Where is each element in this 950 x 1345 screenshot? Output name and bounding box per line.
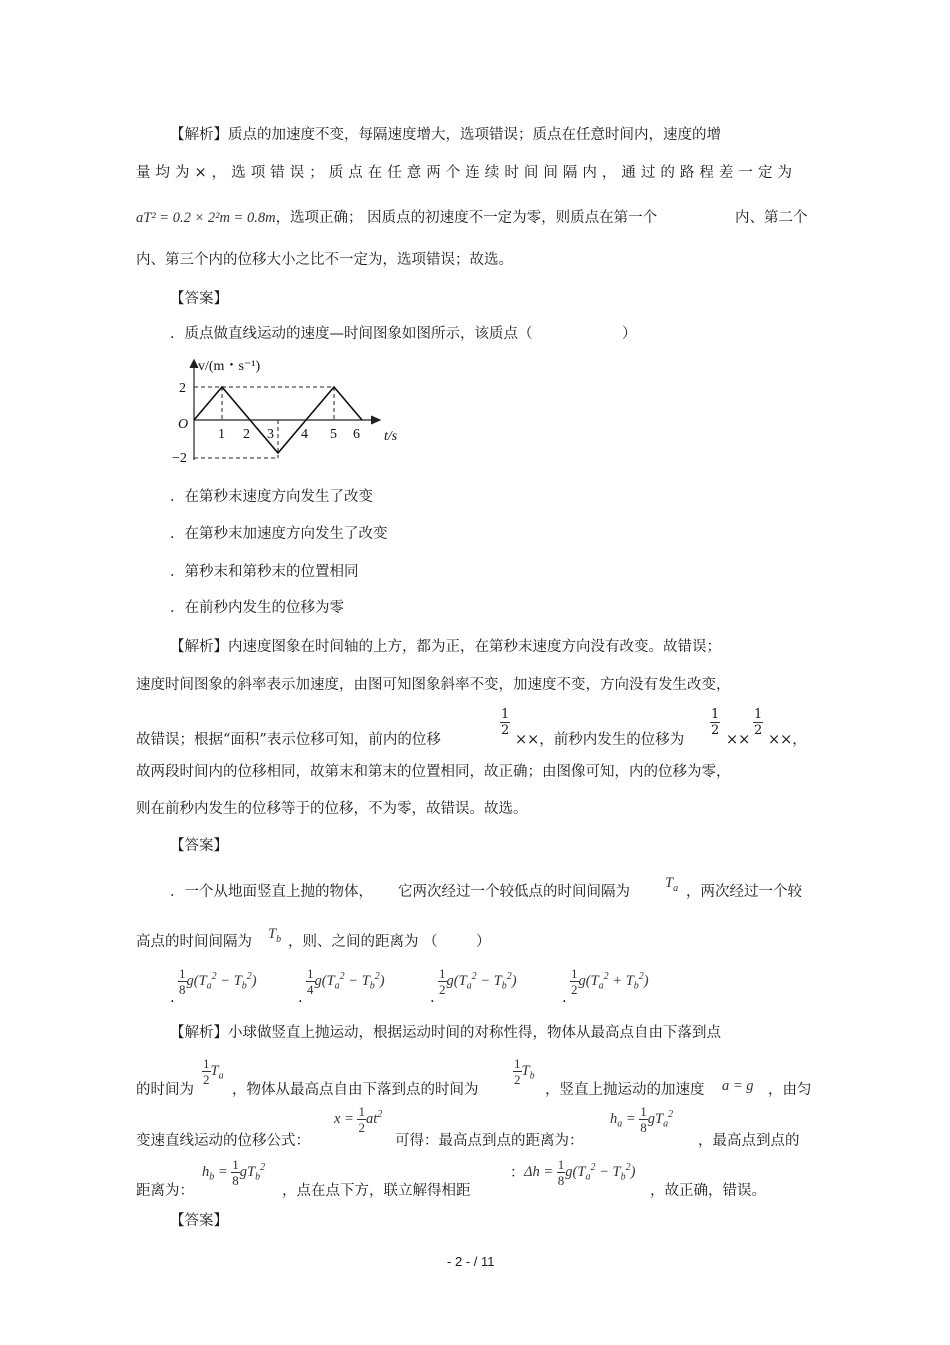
fraction: $\frac{1}{2}$ [571, 966, 578, 997]
analysis-line: 故两段时间内的位移相同，故第末和第末的位置相同，故正确；由图像可知，内的位移为零， [136, 764, 731, 780]
graph-xtick: 4 [301, 427, 308, 442]
option-d-dot: . [562, 990, 567, 1006]
fraction: $\frac{1}{8}$ [640, 1104, 647, 1135]
graph-xtick: 2 [243, 427, 250, 442]
fraction: $\frac{1}{8}$ [179, 966, 186, 997]
formula-hb: $h_b$ = $\frac{1}{8}$ $gT_b^2$ [202, 1157, 266, 1188]
analysis-line: 则在前秒内发生的位移等于的位移，不为零，故错误。故选。 [136, 801, 528, 817]
option-c: ．第秒末和第秒末的位置相同 [170, 564, 359, 580]
analysis-text: ，由匀 [768, 1082, 812, 1098]
formula-ha: $h_a$ = $\frac{1}{8}$ $gT_a^2$ [610, 1104, 674, 1135]
fraction: $\frac{1}{4}$ [307, 966, 314, 997]
graph-ytick: −2 [172, 451, 187, 466]
graph-xtick: 6 [353, 427, 360, 442]
analysis-line: 【解析】小球做竖直上抛运动，根据运动时间的对称性得，物体从最高点自由下落到点 [170, 1025, 721, 1041]
option-a-formula: $\frac{1}{8}$ $g(T_a^2 - T_b^2)$ [179, 966, 257, 997]
answer-label: 【答案】 [170, 1213, 228, 1229]
analysis-text: ，最高点到点的 [698, 1133, 800, 1149]
page-number: - 2 - / 11 [447, 1254, 495, 1269]
formula-displacement: x = $\frac{1}{2}$ $at^2$ [334, 1104, 383, 1135]
option-b-dot: . [298, 990, 303, 1006]
analysis-line: 内、第三个内的位移大小之比不一定为，选项错误；故选。 [136, 252, 513, 268]
analysis-text: ，物体从最高点自由下落到点的时间为 [232, 1082, 479, 1098]
analysis-text: ，故正确，错误。 [650, 1183, 766, 1199]
analysis-line [136, 208, 657, 228]
option-d-formula: $\frac{1}{2}$ $g(T_a^2 + T_b^2)$ [571, 966, 649, 997]
analysis-text: ××， [768, 732, 807, 748]
formula-half-tb: $\frac{1}{2}$ $T_b$ [514, 1056, 535, 1087]
option-b: ．在第秒末加速度方向发生了改变 [170, 526, 388, 542]
fraction: $\frac{1}{8}$ [232, 1157, 239, 1188]
graph-ytick: 2 [179, 381, 186, 396]
option-b-formula: $\frac{1}{4}$ $g(T_a^2 - T_b^2)$ [307, 966, 385, 997]
option-d: ．在前秒内发生的位移为零 [170, 600, 344, 616]
question-stem: ，则、之间的距离为 （ [288, 934, 438, 950]
answer-label: 【答案】 [170, 838, 228, 854]
analysis-line: 速度时间图象的斜率表示加速度，由图可知图象斜率不变，加速度不变，方向没有发生改变， [136, 677, 731, 693]
fraction-half [710, 707, 720, 738]
fraction: $\frac{1}{2}$ [711, 707, 720, 738]
formula-a-eq-g: a = g [722, 1078, 754, 1094]
fraction: $\frac{1}{2}$ [754, 707, 763, 738]
question-stem: 高点的时间间隔为 [136, 934, 252, 950]
analysis-text: ，点在点下方，联立解得相距 [282, 1183, 471, 1199]
graph-ylabel: v/(m・s⁻¹) [198, 359, 261, 374]
analysis-text: 可得：最高点到点的距离为： [395, 1133, 584, 1149]
formula-delta-h: Δh = $\frac{1}{8}$ $g(T_a^2 - T_b^2)$ [524, 1157, 636, 1188]
analysis-text: ，选项正确； 因质点的初速度不一定为零，则质点在第一个 [275, 210, 658, 226]
graph-xlabel: t/s [384, 429, 398, 444]
analysis-text: 变速直线运动的位移公式： [136, 1133, 310, 1149]
question-stem: 它两次经过一个较低点的时间间隔为 [398, 884, 630, 900]
option-a: ．在第秒末速度方向发生了改变 [170, 489, 373, 505]
analysis-line: 量 均 为 × ， 选 项 错 误 ； 质 点 在 任 意 两 个 连 续 时 间 间 隔 内 ， 通 过 的 路 程 差 一 定 为 [136, 165, 793, 181]
answer-label: 【答案】 [170, 291, 228, 307]
formula: aT² = 0.2 × 2²m = 0.8m [136, 210, 276, 226]
question-stem: ，两次经过一个较 [686, 884, 802, 900]
fraction: $\frac{1}{8}$ [557, 1157, 565, 1188]
formula-tb: $T_b$ [268, 926, 282, 945]
formula-half-ta: $\frac{1}{2}$ $T_a$ [203, 1056, 224, 1087]
graph-xtick: 1 [218, 427, 225, 442]
analysis-line-tail: 内、第二个 [735, 210, 808, 226]
analysis-text: ，竖直上抛运动的加速度 [545, 1082, 705, 1098]
fraction: $\frac{1}{2}$ [203, 1056, 210, 1087]
graph-xtick: 5 [330, 427, 337, 442]
question-stem: ．质点做直线运动的速度—时间图象如图所示，该质点（ [170, 326, 533, 342]
option-a-dot: . [170, 990, 175, 1006]
analysis-line: 【解析】内速度图象在时间轴的上方，都为正，在第秒末速度方向没有改变。故错误； [170, 639, 721, 655]
velocity-time-graph [150, 350, 410, 478]
fraction: $\frac{1}{2}$ [358, 1104, 365, 1135]
analysis-text: 距离为： [136, 1183, 194, 1199]
question-paren: ） [622, 326, 637, 342]
question-stem: ．一个从地面竖直上抛的物体， [170, 884, 373, 900]
fraction-half [500, 707, 510, 738]
formula-ta: $T_a$ [665, 875, 679, 894]
fraction: $\frac{1}{2}$ [439, 966, 446, 997]
graph-origin: O [178, 417, 189, 432]
question-paren: ） [476, 934, 491, 950]
option-c-formula: $\frac{1}{2}$ $g(T_a^2 - T_b^2)$ [439, 966, 517, 997]
analysis-text: ： [510, 1165, 525, 1181]
fraction: $\frac{1}{2}$ [514, 1056, 521, 1087]
analysis-text: 的时间为 [136, 1082, 194, 1098]
analysis-text: ×× [726, 732, 751, 748]
graph-xtick: 3 [267, 427, 274, 442]
analysis-text: ××，前秒内发生的位移为 [515, 732, 685, 748]
fraction-half [753, 707, 763, 738]
fraction: $\frac{1}{2}$ [501, 707, 510, 738]
analysis-line: 故错误；根据“面积”表示位移可知，前内的位移 [136, 732, 441, 748]
option-c-dot: . [430, 990, 435, 1006]
analysis-line: 【解析】质点的加速度不变，每隔速度增大，选项错误；质点在任意时间内，速度的增 [170, 127, 721, 143]
